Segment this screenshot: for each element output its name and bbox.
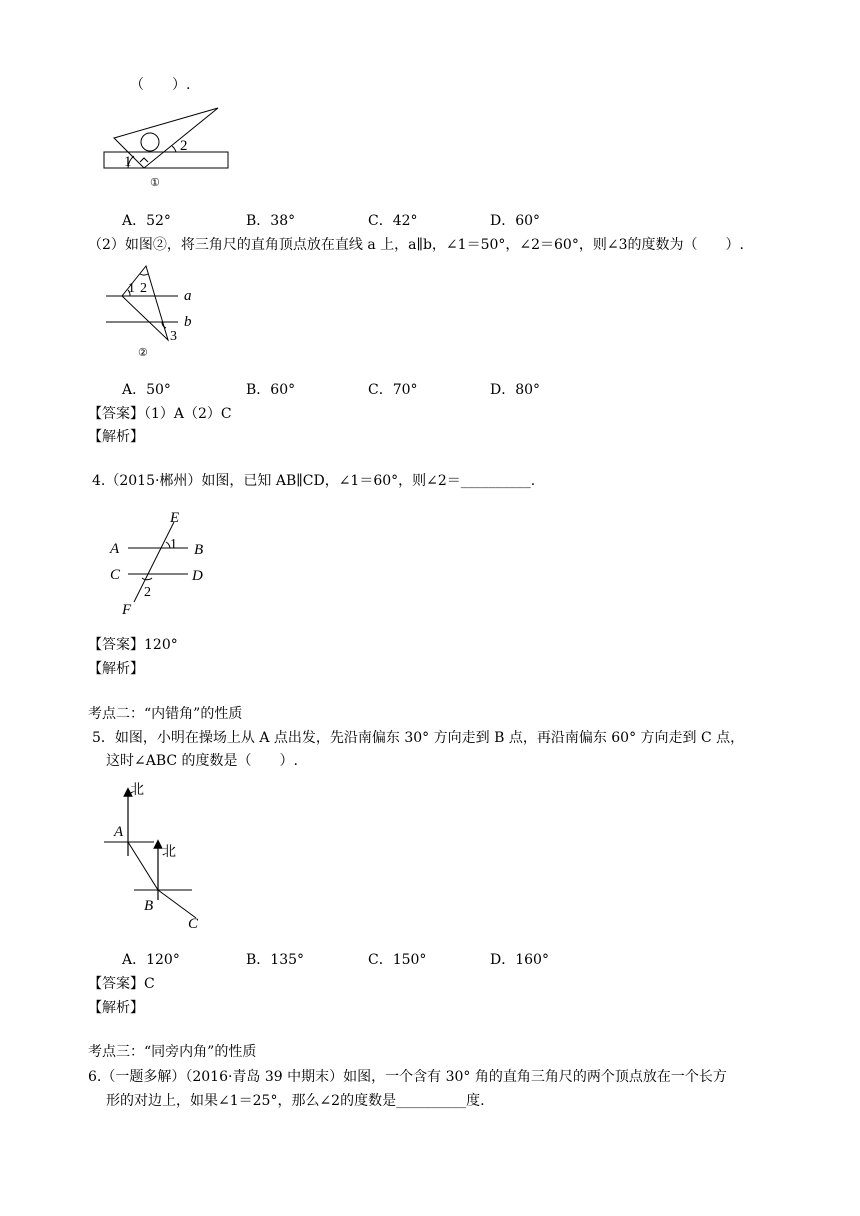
fig4-label-a: A	[110, 541, 120, 557]
q3-p2-option-c: C．70°	[368, 382, 418, 398]
q5-analysis: 【解析】	[88, 1000, 144, 1016]
fig4-label-b: B	[194, 542, 204, 558]
q4-figure	[104, 508, 234, 618]
fig5-label-a: A	[114, 824, 124, 840]
fig2-line-a: a	[184, 288, 192, 304]
fig4-label-e: E	[170, 510, 180, 526]
fig2-label-2: 2	[140, 281, 147, 296]
q3-p2-option-a: A．50°	[122, 382, 171, 398]
fig5-north-1: 北	[130, 783, 144, 798]
q3-figure-2	[100, 262, 220, 362]
q3-p1-option-a: A．52°	[122, 213, 171, 229]
q5-option-c: C．150°	[368, 952, 427, 968]
fig2-line-b: b	[184, 314, 192, 330]
fig4-label-d: D	[192, 568, 203, 584]
q3-part2-stem: （2）如图②，将三角尺的直角顶点放在直线 a 上，a∥b，∠1＝50°，∠2＝60°，则∠3的度数为（ ）.	[88, 237, 744, 253]
q5-option-a: A．120°	[122, 952, 180, 968]
q6-stem-line1: 6.（一题多解）（2016·青岛 39 中期末）如图，一个含有 30° 角的直角三角尺的两个顶点放在一个长方	[88, 1069, 727, 1085]
q6-stem-line2: 形的对边上，如果∠1＝25°，那么∠2的度数是__________度.	[106, 1093, 485, 1109]
kp3-title: 考点三：“同旁内角”的性质	[88, 1044, 257, 1060]
fig2-label-3: 3	[170, 329, 177, 344]
q5-answer: 【答案】C	[88, 976, 155, 992]
q3-p2-option-b: B．60°	[246, 382, 296, 398]
q3-answer: 【答案】（1）A（2）C	[88, 406, 232, 422]
kp2-title: 考点二：“内错角”的性质	[88, 706, 243, 722]
q3-analysis: 【解析】	[88, 429, 144, 445]
q5-option-b: B．135°	[246, 952, 305, 968]
fig1-label-1: 1	[124, 154, 132, 170]
fig4-label-c: C	[110, 567, 121, 583]
q3-p1-option-c: C．42°	[368, 213, 418, 229]
q3-p1-option-b: B．38°	[246, 213, 296, 229]
q3-p2-option-d: D．80°	[490, 382, 541, 398]
fig1-caption: ①	[150, 177, 160, 189]
fig2-label-1: 1	[128, 281, 135, 296]
fig5-label-c: C	[188, 916, 199, 932]
q3-figure-1	[100, 100, 240, 190]
fig1-label-2: 2	[180, 138, 188, 154]
q3-part1-blank: （ ）.	[130, 77, 191, 93]
q5-stem-line1: 5．如图，小明在操场上从 A 点出发，先沿南偏东 30° 方向走到 B 点，再沿南偏东 60° 方向走到 C 点，	[92, 730, 745, 746]
q5-figure	[100, 782, 220, 932]
q3-p1-option-d: D．60°	[490, 213, 541, 229]
q4-answer: 【答案】120°	[88, 637, 178, 653]
q4-analysis: 【解析】	[88, 661, 144, 677]
fig2-caption: ②	[138, 347, 148, 359]
fig4-angle-1: 1	[170, 537, 177, 552]
fig4-angle-2: 2	[144, 585, 151, 600]
q5-stem-line2: 这时∠ABC 的度数是（ ）.	[106, 753, 299, 769]
fig5-label-b: B	[144, 898, 154, 914]
fig4-label-f: F	[122, 602, 132, 618]
q4-stem: 4.（2015·郴州）如图，已知 AB∥CD，∠1＝60°，则∠2＝__________.	[92, 473, 536, 489]
fig5-north-2: 北	[162, 845, 176, 860]
q5-option-d: D．160°	[490, 952, 549, 968]
